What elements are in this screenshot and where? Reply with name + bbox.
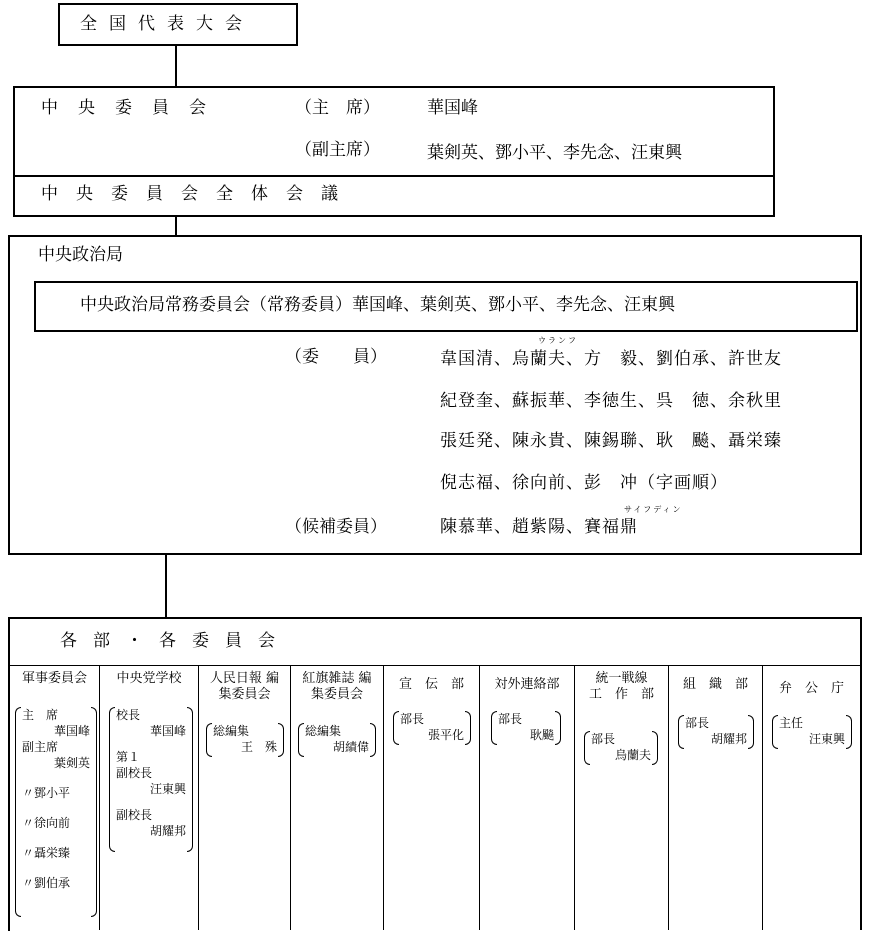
members-line-2: 紀登奎、蘇振華、李徳生、呉 徳、余秋里 [440, 391, 782, 411]
members-line-3: 張廷発、陳永貴、陳錫聯、耿 飈、聶栄臻 [440, 431, 782, 451]
dept-peoples-daily [199, 665, 291, 930]
connector-line [175, 217, 177, 235]
members-line-1: 韋国清、烏蘭夫、方 毅、劉伯承、許世友 [440, 349, 782, 369]
politburo-title: 中央政治局 [38, 245, 123, 265]
official-line: 烏蘭夫 [614, 748, 651, 762]
official-line: 胡耀邦 [710, 732, 747, 746]
departments-box [8, 617, 862, 665]
chair-label: （主 席） [295, 98, 380, 118]
official-line: 胡績偉 [332, 740, 369, 754]
dept-officials [22, 707, 90, 917]
dept-organization [669, 665, 763, 930]
plenum-label: 中央委員会全体会議 [41, 184, 356, 204]
dept-officials [116, 707, 186, 852]
official-line: 主任 [779, 716, 804, 730]
dept-military-commission [10, 665, 100, 930]
official-line: 耿飈 [529, 728, 554, 742]
official-line: 部長 [591, 732, 616, 746]
dept-officials [213, 723, 277, 757]
vice-chair-names: 葉剣英、鄧小平、李先念、汪東興 [427, 143, 682, 163]
official-line: 〃聶栄臻 [22, 846, 71, 860]
dept-head: 軍事委員会 [21, 671, 87, 686]
official-line: 胡耀邦 [149, 824, 186, 838]
dept-head: 弁 公 庁 [778, 681, 844, 696]
alternates-names: 陳慕華、趙紫陽、賽福鼎 [440, 517, 638, 537]
official-line: 汪東興 [149, 782, 186, 796]
dept-red-flag [291, 665, 384, 930]
official-line: 華国峰 [149, 724, 186, 738]
dept-officials [400, 711, 464, 745]
dept-head: 統一戦線 工 作 部 [589, 671, 655, 702]
official-line: 汪東興 [808, 732, 845, 746]
official-line: 第１ [116, 750, 141, 764]
official-line: 部長 [400, 712, 425, 726]
dept-head: 中央党学校 [116, 671, 182, 686]
dept-officials [779, 715, 845, 749]
official-line: 〃鄧小平 [22, 786, 71, 800]
divider [15, 175, 773, 177]
national-congress-box [58, 3, 298, 46]
connector-line [175, 46, 177, 86]
official-line: 副校長 [116, 766, 153, 780]
dept-united-front [575, 665, 669, 930]
official-line: 華国峰 [53, 724, 90, 738]
dept-head: 紅旗雑誌 編集委員会 [302, 671, 372, 702]
dept-general-office [763, 665, 862, 930]
official-line: 〃劉伯承 [22, 876, 71, 890]
official-line: 総編集 [305, 724, 342, 738]
dept-head: 人民日報 編集委員会 [209, 671, 280, 702]
dept-party-school [100, 665, 199, 930]
politburo-box [8, 235, 862, 555]
official-line: 部長 [685, 716, 710, 730]
standing-committee-box [34, 281, 858, 332]
members-label: （委 員） [285, 347, 387, 367]
official-line: 葉剣英 [53, 756, 90, 770]
alternates-label: （候補委員） [285, 517, 387, 537]
dept-officials [305, 723, 369, 757]
ruby-saifuding: サイフディン [624, 505, 683, 514]
central-committee-box [13, 86, 775, 217]
dept-officials [591, 731, 651, 765]
dept-head: 対外連絡部 [494, 677, 560, 692]
official-line: 張平化 [427, 728, 464, 742]
dept-officials [498, 711, 554, 745]
official-line: 校長 [116, 708, 141, 722]
official-line: 副校長 [116, 808, 153, 822]
official-line: 王 殊 [240, 740, 277, 754]
standing-committee-text: 中央政治局常務委員会（常務委員）華国峰、葉剣英、鄧小平、李先念、汪東興 [80, 295, 675, 315]
central-committee-title: 中央委員会 [41, 98, 226, 118]
official-line: 部長 [498, 712, 523, 726]
departments-title: 各部・各委員会 [60, 631, 291, 651]
dept-officials [685, 715, 747, 749]
vice-chair-label: （副主席） [295, 140, 380, 160]
official-line: 〃徐向前 [22, 816, 71, 830]
ruby-ulanhu: ウランフ [538, 336, 578, 345]
chair-name: 華国峰 [427, 98, 478, 118]
official-line: 総編集 [213, 724, 250, 738]
dept-propaganda [384, 665, 480, 930]
official-line: 副主席 [22, 740, 59, 754]
dept-head: 宣 伝 部 [398, 677, 464, 692]
members-line-4: 倪志福、徐向前、彭 冲（字画順） [440, 473, 728, 493]
connector-line [165, 555, 167, 617]
official-line: 主 席 [22, 708, 59, 722]
dept-international-liaison [480, 665, 575, 930]
national-congress-label: 全国代表大会 [80, 14, 254, 34]
dept-head: 組 織 部 [682, 677, 748, 692]
